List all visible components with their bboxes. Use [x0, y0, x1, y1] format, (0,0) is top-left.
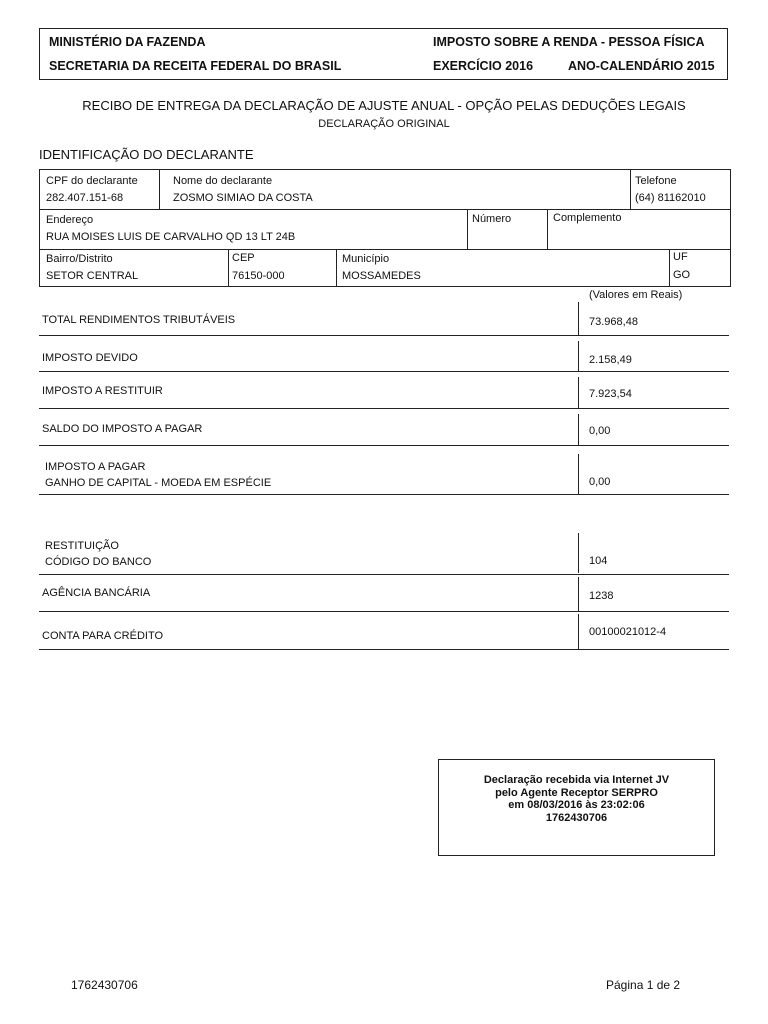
uf-value: GO — [673, 269, 691, 281]
uf-label: UF — [673, 251, 688, 263]
header-box — [39, 28, 728, 80]
agency-label: AGÊNCIA BANCÁRIA — [42, 587, 151, 599]
complement-label: Complemento — [553, 212, 622, 224]
address-value: RUA MOISES LUIS DE CARVALHO QD 13 LT 24B — [46, 231, 296, 243]
tax-refund-label: IMPOSTO A RESTITUIR — [42, 385, 163, 397]
cpf-label: CPF do declarante — [46, 175, 138, 187]
phone-value: (64) 81162010 — [635, 192, 706, 204]
tax-due-label: IMPOSTO DEVIDO — [42, 352, 138, 364]
total-income-value: 73.968,48 — [589, 316, 638, 328]
capital-gain-label: GANHO DE CAPITAL - MOEDA EM ESPÉCIE — [45, 477, 272, 489]
receipt-line-4: 1762430706 — [545, 811, 608, 824]
refund-section-label: RESTITUIÇÃO — [45, 540, 119, 552]
tax-payable-label: IMPOSTO A PAGAR — [45, 461, 146, 473]
tax-due-value: 2.158,49 — [589, 354, 632, 366]
footer-receipt-number: 1762430706 — [71, 978, 138, 992]
city-value: MOSSAMEDES — [342, 270, 421, 282]
address-label: Endereço — [46, 214, 94, 226]
ministry-label: MINISTÉRIO DA FAZENDA — [49, 35, 206, 49]
tax-name-label: IMPOSTO SOBRE A RENDA - PESSOA FÍSICA — [433, 35, 705, 49]
agency-value: 1238 — [589, 590, 614, 602]
balance-due-label: SALDO DO IMPOSTO A PAGAR — [42, 423, 203, 435]
document-title: RECIBO DE ENTREGA DA DECLARAÇÃO DE AJUSTE ANUAL - OPÇÃO PELAS DEDUÇÕES LEGAIS — [82, 98, 686, 113]
cpf-value: 282.407.151-68 — [46, 192, 124, 204]
account-label: CONTA PARA CRÉDITO — [42, 630, 164, 642]
values-note: (Valores em Reais) — [589, 289, 683, 301]
bank-code-label: CÓDIGO DO BANCO — [45, 556, 152, 568]
total-income-label: TOTAL RENDIMENTOS TRIBUTÁVEIS — [42, 314, 236, 326]
receipt-line-2: pelo Agente Receptor SERPRO — [495, 786, 658, 799]
secretariat-label: SECRETARIA DA RECEITA FEDERAL DO BRASIL — [49, 59, 342, 73]
section-title: IDENTIFICAÇÃO DO DECLARANTE — [39, 147, 254, 162]
receipt-stamp-box — [438, 759, 715, 856]
receipt-line-1: Declaração recebida via Internet JV — [483, 774, 670, 786]
identification-table — [39, 169, 731, 287]
number-label: Número — [472, 213, 512, 225]
bank-code-value: 104 — [589, 555, 608, 567]
district-label: Bairro/Distrito — [46, 253, 113, 265]
receipt-line-3: em 08/03/2016 às 23:02:06 — [508, 799, 645, 811]
city-label: Município — [342, 253, 390, 265]
district-value: SETOR CENTRAL — [46, 270, 139, 282]
cep-label: CEP — [232, 252, 255, 264]
footer-page-number: Página 1 de 2 — [606, 978, 681, 992]
balance-due-value: 0,00 — [589, 425, 611, 437]
cep-value: 76150-000 — [232, 270, 285, 282]
exercise-label: EXERCÍCIO 2016 — [433, 59, 534, 73]
name-value: ZOSMO SIMIAO DA COSTA — [173, 192, 313, 204]
document-subtitle: DECLARAÇÃO ORIGINAL — [318, 118, 450, 130]
capital-gain-value: 0,00 — [589, 476, 611, 488]
calendar-year-label: ANO-CALENDÁRIO 2015 — [568, 59, 715, 73]
phone-label: Telefone — [635, 175, 677, 187]
name-label: Nome do declarante — [173, 175, 273, 187]
account-value: 00100021012-4 — [589, 626, 667, 638]
tax-refund-value: 7.923,54 — [589, 388, 632, 400]
